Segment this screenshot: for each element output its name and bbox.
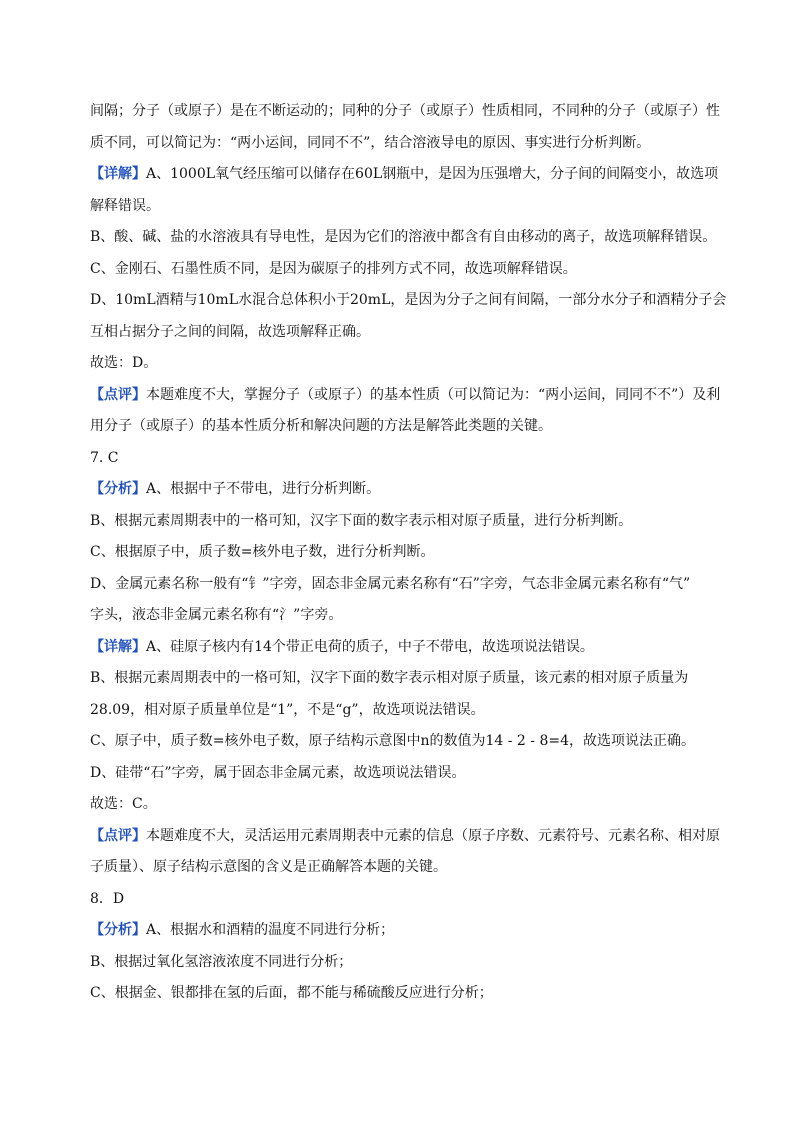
line-text: 子质量）、原子结构示意图的含义是正确解答本题的关键。 [90,859,447,875]
line-text: D、10mL酒精与10mL水混合总体积小于20mL，是因为分子之间有间隔，一部分水分子和酒精分子会 [90,292,727,308]
line-text: 故选：C。 [90,796,157,812]
text-line [90,443,730,475]
line-text: D、金属元素名称一般有“钅”字旁，固态非金属元素名称有“石”字旁，气态非金属元素名称有“气” [90,575,691,592]
text-line [90,285,730,317]
text-line [90,726,730,758]
line-text: 本题难度不大，灵活运用元素周期表中元素的信息（原子序数、元素符号、元素名称、相对原 [146,827,720,844]
line-text: B、根据元素周期表中的一格可知，汉字下面的数字表示相对原子质量，该元素的相对原子质量为 [90,670,689,686]
line-text: A、1000L氧气经压缩可以储存在60L钢瓶中，是因为压强增大，分子间的间隔变小，故选项 [146,166,719,182]
text-line [90,96,730,128]
line-text: 间隔；分子（或原子）是在不断运动的；同种的分子（或原子）性质相同，不同种的分子（或原子）性 [90,103,720,119]
line-text: 质不同，可以简记为：“两小运间，同同不不”，结合溶液导电的原因、事实进行分析判断。 [90,134,651,151]
line-text: C、根据金、银都排在氢的后面，都不能与稀硫酸反应进行分析； [90,985,493,1001]
line-text: 本题难度不大，掌握分子（或原子）的基本性质（可以简记为：“两小运间，同同不不”）及利 [146,386,721,403]
text-line [90,632,730,664]
line-text: 互相占据分子之间的间隔，故选项解释正确。 [90,323,370,340]
line-text: 7. C [90,449,119,466]
line-text: B、根据过氧化氢溶液浓度不同进行分析； [90,953,353,970]
line-text: 故选：D。 [90,355,158,371]
line-text: D、硅带“石”字旁，属于固态非金属元素，故选项说法错误。 [90,764,466,781]
text-line [90,380,730,412]
text-line [90,222,730,254]
text-line [90,569,730,601]
line-text: 8．D [90,890,125,907]
text-line [90,663,730,695]
text-line [90,506,730,538]
line-text: C、原子中，质子数=核外电子数，原子结构示意图中n的数值为14 - 2 - 8=4，故选项说法正确。 [90,733,695,749]
text-line [90,789,730,821]
line-text: C、金刚石、石墨性质不同，是因为碳原子的排列方式不同，故选项解释错误。 [90,260,577,277]
section-tag: 【分析】 [90,481,146,497]
line-text: C、根据原子中，质子数=核外电子数，进行分析判断。 [90,544,435,560]
section-tag: 【点评】 [90,827,146,844]
text-line [90,884,730,916]
line-text: A、硅原子核内有14个带正电荷的质子，中子不带电，故选项说法错误。 [146,638,594,655]
section-tag: 【点评】 [90,386,146,403]
text-line [90,695,730,727]
line-text: 用分子（或原子）的基本性质分析和解决问题的方法是解答此类题的关键。 [90,418,552,434]
section-tag: 【详解】 [90,166,146,182]
line-text: A、根据水和酒精的温度不同进行分析； [146,922,395,938]
document-body [90,96,730,1010]
text-line [90,537,730,569]
line-text: 28.09，相对原子质量单位是“1”，不是“g”，故选项说法错误。 [90,701,485,718]
text-line [90,159,730,191]
text-line [90,348,730,380]
section-tag: 【详解】 [90,638,146,655]
text-line [90,600,730,632]
line-text: 字头，液态非金属元素名称有“氵”字旁。 [90,607,343,623]
text-line [90,758,730,790]
line-text: 解释错误。 [90,197,160,214]
section-tag: 【分析】 [90,922,146,938]
text-line [90,947,730,979]
text-line [90,128,730,160]
line-text: A、根据中子不带电，进行分析判断。 [146,481,381,497]
text-line [90,852,730,884]
line-text: B、根据元素周期表中的一格可知，汉字下面的数字表示相对原子质量，进行分析判断。 [90,512,633,529]
text-line [90,978,730,1010]
text-line [90,411,730,443]
text-line [90,915,730,947]
text-line [90,821,730,853]
text-line [90,254,730,286]
text-line [90,474,730,506]
line-text: B、酸、碱、盐的水溶液具有导电性，是因为它们的溶液中都含有自由移动的离子，故选项解释错误。 [90,229,717,245]
text-line [90,191,730,223]
text-line [90,317,730,349]
